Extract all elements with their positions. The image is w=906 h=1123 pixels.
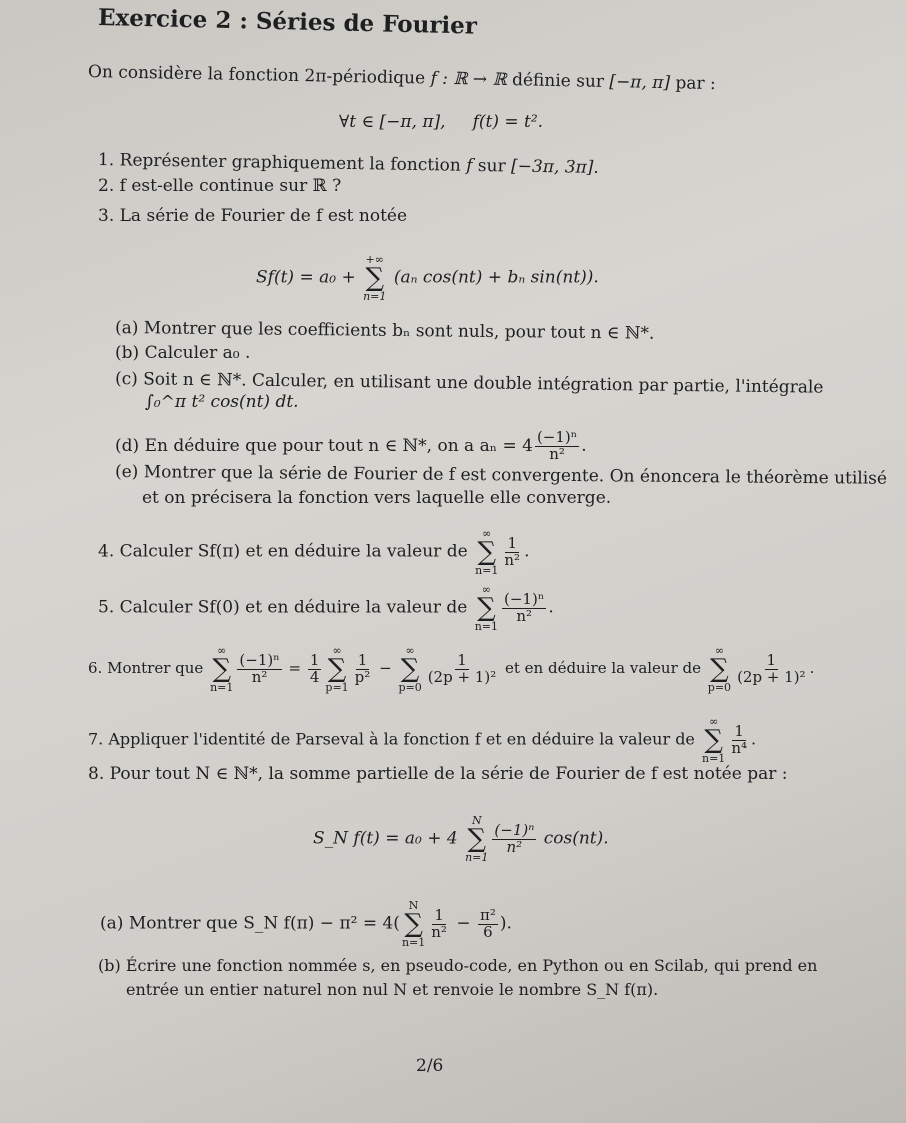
question-8b: (b) Écrire une fonction nommée s, en pseudo-code, en Python ou en Scilab, qui prend en <box>98 956 818 975</box>
question-4: 4. Calculer Sf(π) et en déduire la valeur de ∞ ∑ n=1 $\frac{1}{\text{n²}}$ . <box>98 527 530 577</box>
partial-sum-formula: S_N f(t) = a₀ + 4 N ∑ n=1 $\frac{\text{(−1)ⁿ}}{\text{n²}}$ cos(nt). <box>313 814 609 864</box>
question-3d: (d) En déduire que pour tout n ∈ ℕ*, on a aₙ = 4 $\frac{\text{(−1)ⁿ}}{\text{n²}}$ . <box>115 428 587 463</box>
question-8b-line2: entrée un entier naturel non nul N et renvoie le nombre S_N f(π). <box>126 980 659 999</box>
intro-line: On considère la fonction 2π-périodique f : ℝ → ℝ définie sur [−π, π] par : <box>87 62 716 95</box>
question-8: 8. Pour tout N ∈ ℕ*, la somme partielle de la série de Fourier de f est notée par : <box>88 764 788 784</box>
question-3c-integral: ∫₀^π t² cos(nt) dt. <box>145 392 299 412</box>
question-6: 6. Montrer que ∞ ∑ n=1 $\frac{\text{(−1)ⁿ}}{\text{n²}}$ = $\frac{1}{4}$ ∞ ∑ p=1 $\frac{1}{\text{p²}}$ − ∞ ∑ p=0 $\frac{1}{\text{(2p + 1)²}}$ et en déduire la valeur de ∞ ∑ p=0 $\frac{1}{\text{(2p + 1)²}}$ . <box>88 644 815 694</box>
question-3e-line2: et on précisera la fonction vers laquelle elle converge. <box>142 488 612 508</box>
question-3c: (c) Soit n ∈ ℕ*. Calculer, en utilisant une double intégration par partie, l'intégrale <box>114 369 824 398</box>
question-7: 7. Appliquer l'identité de Parseval à la fonction f et en déduire la valeur de ∞ ∑ n=1 $\frac{1}{\text{n⁴}}$ . <box>88 715 757 765</box>
fourier-series-formula: Sf(t) = a₀ + +∞ ∑ n=1 (aₙ cos(nt) + bₙ sin(nt)). <box>256 253 599 303</box>
question-8a: (a) Montrer que S_N f(π) − π² = 4( N ∑ n=1 $\frac{1}{\text{n²}}$ − $\frac{\text{π²}}{6}$ ). <box>100 899 512 949</box>
question-1: 1. Représenter graphiquement la fonction f sur [−3π, 3π]. <box>97 150 599 178</box>
question-2: 2. f est-elle continue sur ℝ ? <box>98 176 342 196</box>
question-3e: (e) Montrer que la série de Fourier de f est convergente. On énoncera le théorème utilisé <box>114 462 888 489</box>
question-5: 5. Calculer Sf(0) et en déduire la valeur de ∞ ∑ n=1 $\frac{\text{(−1)ⁿ}}{\text{n²}}$ . <box>98 583 554 633</box>
page-number: 2/6 <box>416 1056 444 1076</box>
question-3a: (a) Montrer que les coefficients bₙ sont nuls, pour tout n ∈ ℕ*. <box>114 318 655 344</box>
question-3: 3. La série de Fourier de f est notée <box>98 206 408 226</box>
intro-formula: ∀t ∈ [−π, π], f(t) = t². <box>339 112 544 132</box>
question-3b: (b) Calculer a₀ . <box>115 343 251 363</box>
exercise-title: Exercice 2 : Séries de Fourier <box>97 4 478 40</box>
